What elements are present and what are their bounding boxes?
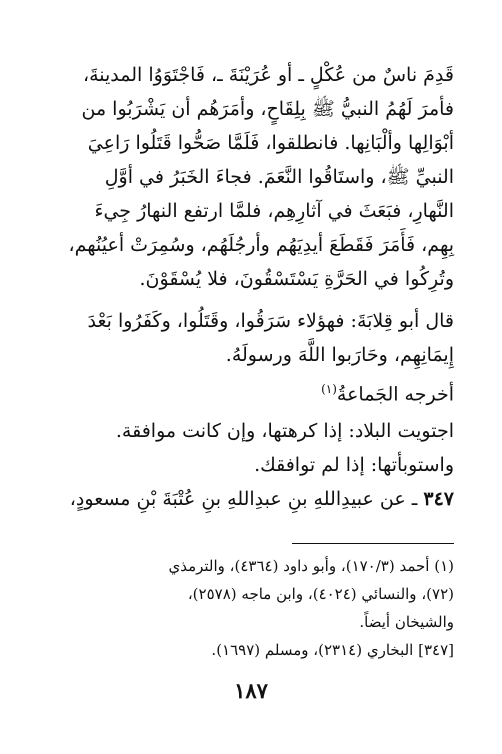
gloss-line: واستوبأتها: إذا لم توافقك. xyxy=(254,454,454,476)
footnote-line: والشيخان أيضاً. xyxy=(359,613,454,631)
hadith-opening: ـ عن عبيدِاللهِ بنِ عبدِاللهِ بنِ عُتْبَةَ بْنِ مسعودٍ، xyxy=(69,488,418,510)
text-line: قال أبو قِلابَةَ: فهؤلاء سَرَقُوا، وقَتَلُوا، وكَفَرُوا بَعْدَ xyxy=(87,310,454,332)
source-text: أخرجه الجَماعةُ xyxy=(336,383,454,406)
text-line: وتُرِكُوا في الحَرَّةِ يَسْتَسْقُونَ، فلا يُسْقَوْنَ. xyxy=(139,268,454,290)
footnote-marker: (١) xyxy=(321,382,337,396)
text-line: فأمرَ لَهُمُ النبيُّ ﷺ بِلِقَاحٍ، وأمَرَهُم أن يَشْرَبُوا من xyxy=(81,98,454,120)
text-line: بِهِم، فَأَمَرَ فَقَطَعَ أيدِيَهُم وأرجُلَهُم، وسُمِرَتْ أعيُنُهم، xyxy=(68,234,454,256)
hadith-number: ٣٤٧ xyxy=(423,488,454,510)
text-line: النبيِّ ﷺ، واستَاقُوا النَّعَمَ. فجاءَ الخَبَرُ في أوَّلِ xyxy=(104,166,454,188)
footnote-line: [٣٤٧] البخاري (٢٣١٤)، ومسلم (١٦٩٧). xyxy=(211,641,454,659)
text-line: أبْوَالِها وألْبَانِها. فانطلقوا، فَلَمَّا صَحُّوا قَتَلُوا رَاعِيَ xyxy=(87,132,454,154)
text-line: قَدِمَ ناسٌ من عُكْلٍ ـ أو عُرَيْنَةَ ـ، فَاجْتَوَوُا المدينةَ، xyxy=(82,64,454,86)
hadith-heading xyxy=(70,484,454,514)
gloss-line: اجتويت البلاد: إذا كرهتها، وإن كانت موافقة. xyxy=(115,420,454,442)
text-line: النَّهارِ، فبَعَثَ في آثارِهِم، فلمَّا ارتفع النهارُ جِيءَ xyxy=(94,200,454,222)
footnote-separator xyxy=(292,543,454,544)
source-line xyxy=(321,374,454,409)
text-line: إِيمَانِهِم، وحَارَبوا اللَّهَ ورسولَهُ. xyxy=(225,344,454,366)
footnote-line: (١) أحمد (١٧٠/٣)، وأبو داود (٤٣٦٤)، والترمذي xyxy=(168,557,454,575)
footnote-line: (٧٢)، والنسائي (٤٠٢٤)، وابن ماجه (٢٥٧٨)، xyxy=(187,585,454,603)
page-number: ١٨٧ xyxy=(234,678,268,703)
